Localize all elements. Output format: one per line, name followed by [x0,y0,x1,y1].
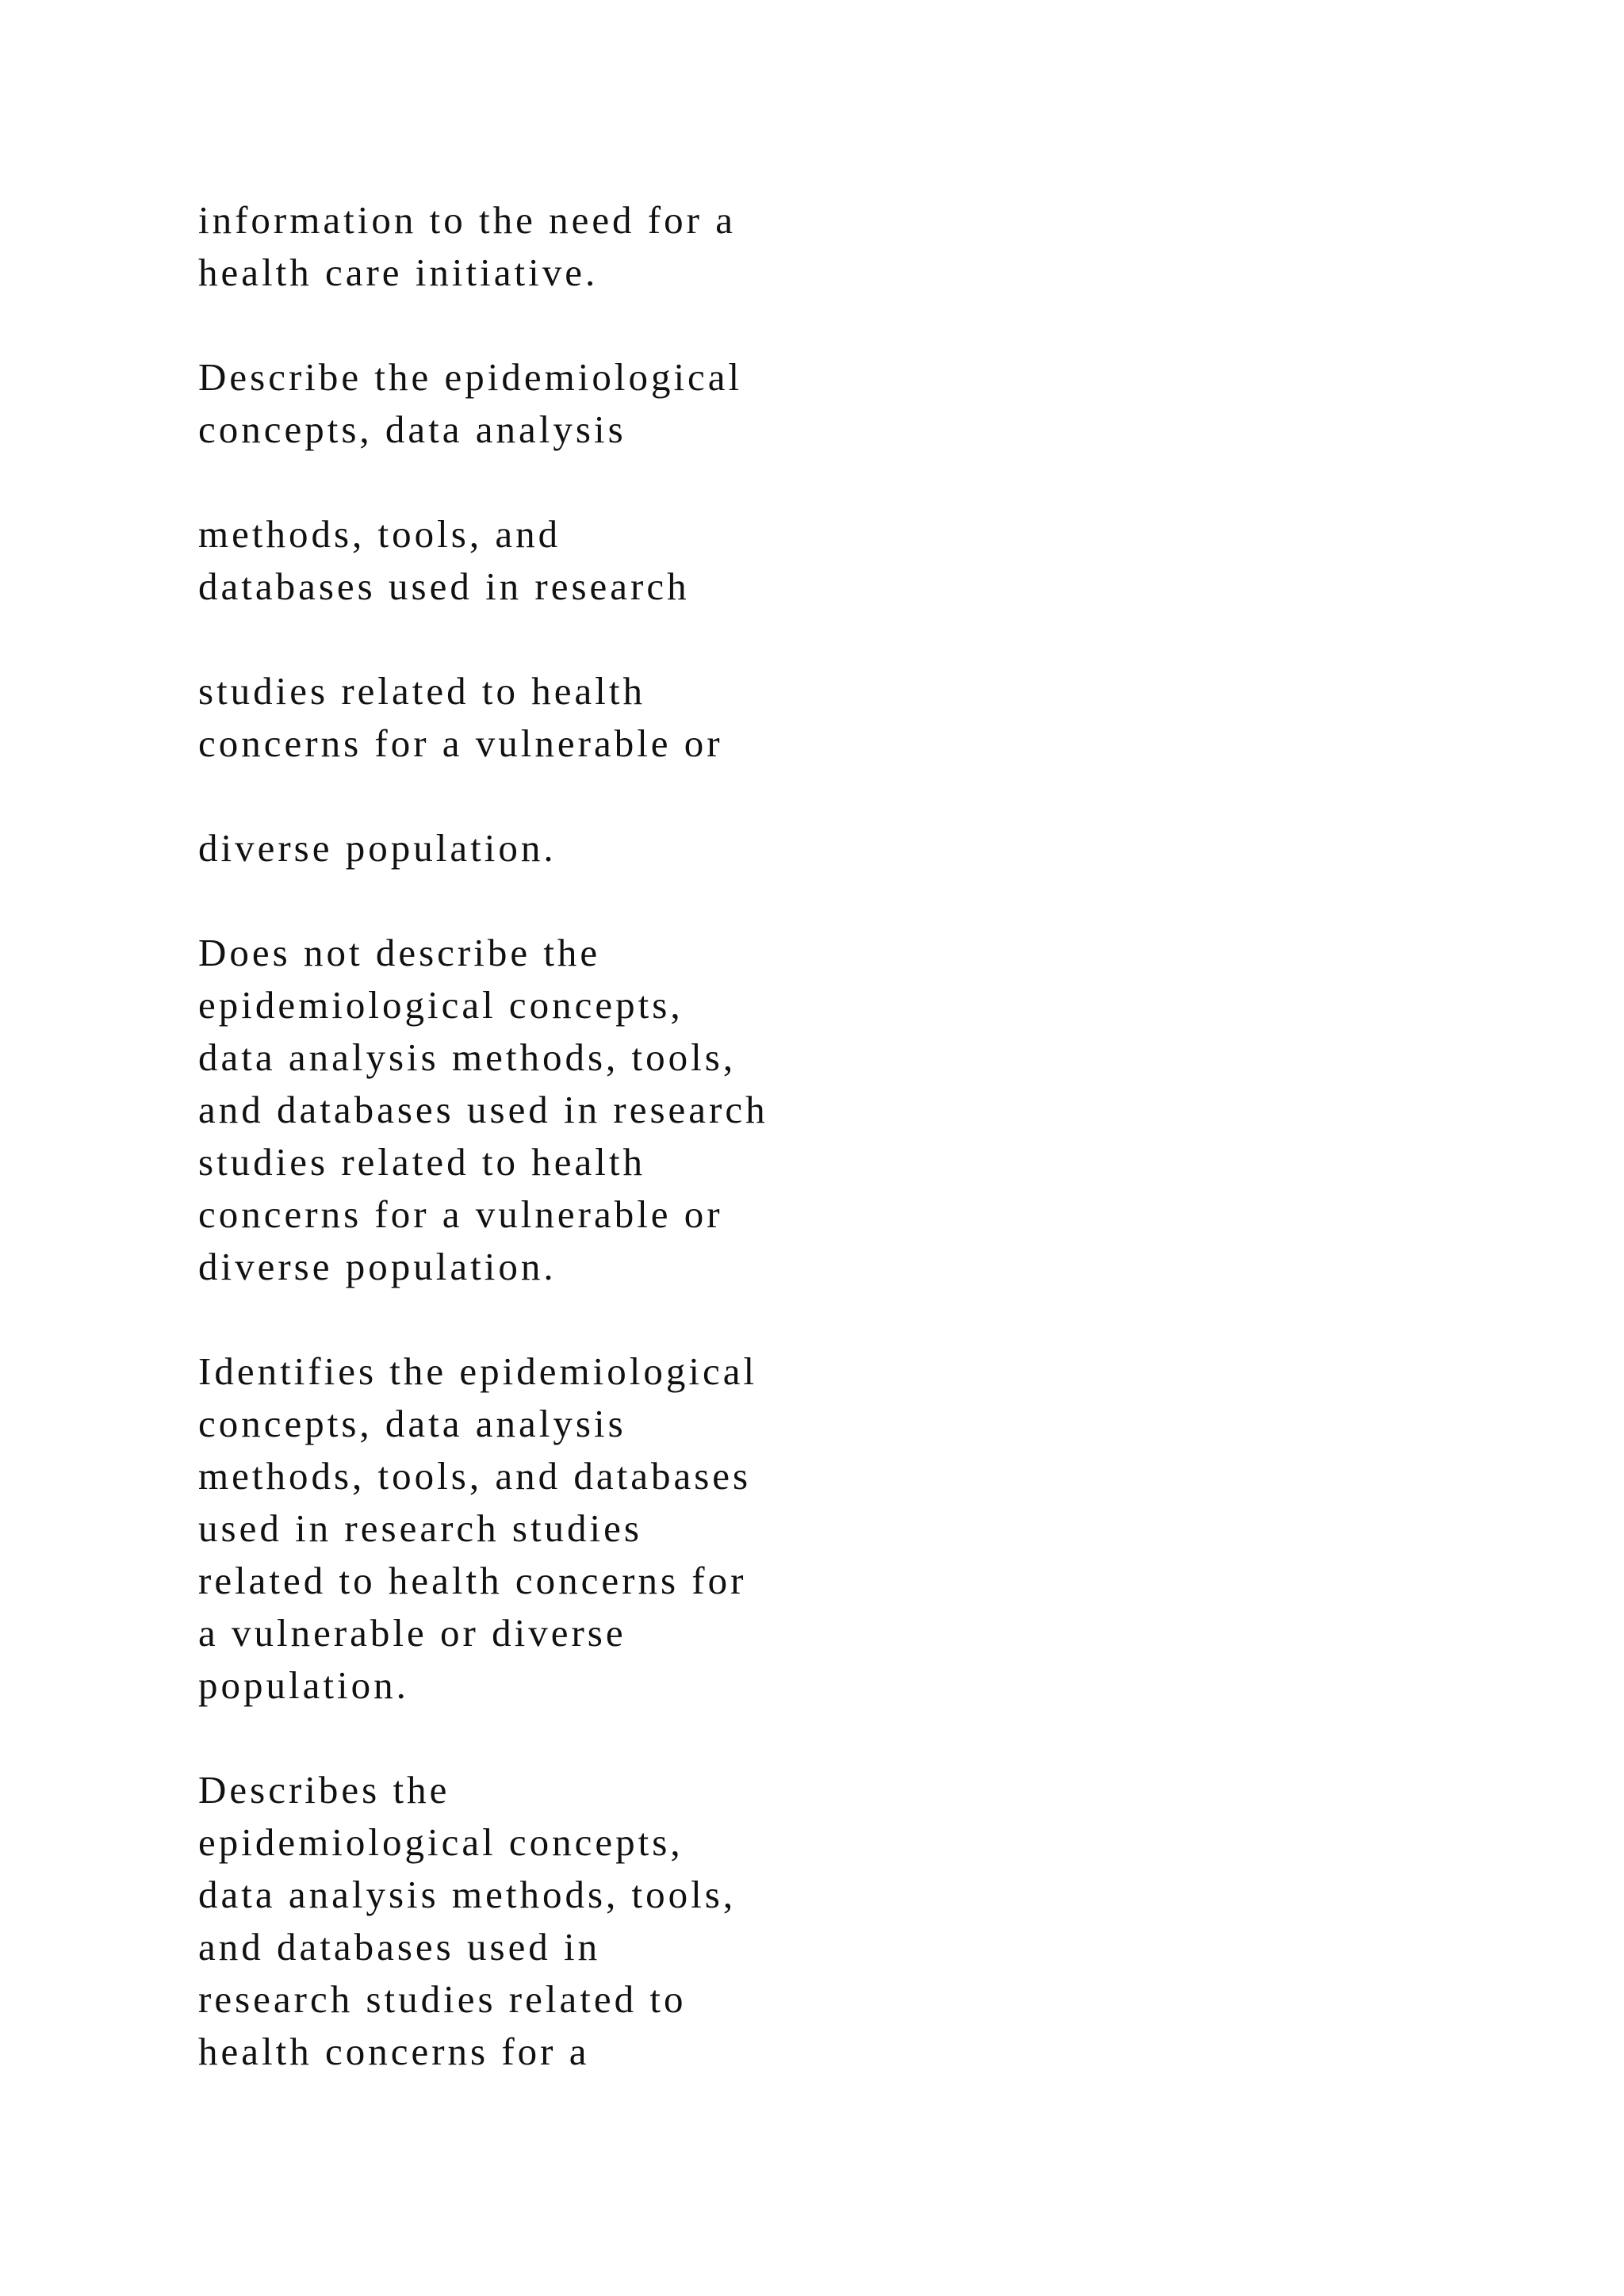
text-line: concerns for a vulnerable or [198,1192,723,1236]
text-line: information to the need for a [198,198,736,242]
text-line: research studies related to [198,1977,687,2021]
text-line: a vulnerable or diverse [198,1611,626,1655]
text-line: data analysis methods, tools, [198,1873,737,1916]
text-line: and databases used in [198,1925,601,1969]
text-line: used in research studies [198,1506,642,1550]
text-line: methods, tools, and databases [198,1454,752,1498]
text-line: databases used in research [198,564,690,608]
paragraph-8 [198,1764,1150,2078]
paragraph-5 [198,822,1150,874]
text-line: Describes the [198,1768,450,1812]
text-line: related to health concerns for [198,1559,747,1602]
text-line: diverse population. [198,1245,557,1288]
text-line: studies related to health [198,669,645,713]
document-text [198,194,1150,2078]
text-line: and databases used in research [198,1088,768,1131]
text-line: epidemiological concepts, [198,1820,684,1864]
text-line: concerns for a vulnerable or [198,721,723,765]
paragraph-2 [198,351,1150,456]
text-line: data analysis methods, tools, [198,1035,737,1079]
text-line: Does not describe the [198,931,601,974]
text-line: concepts, data analysis [198,1402,626,1445]
text-line: Describe the epidemiological [198,355,743,399]
text-line: methods, tools, and [198,512,561,556]
text-line: health care initiative. [198,251,599,294]
paragraph-1 [198,194,1150,299]
text-line: concepts, data analysis [198,408,626,451]
text-line: epidemiological concepts, [198,983,684,1027]
paragraph-6 [198,927,1150,1293]
text-line: diverse population. [198,826,557,870]
paragraph-7 [198,1345,1150,1712]
text-line: Identifies the epidemiological [198,1349,758,1393]
text-line: population. [198,1663,409,1707]
paragraph-4 [198,665,1150,770]
text-line: health concerns for a [198,2030,590,2073]
paragraph-3 [198,508,1150,613]
text-line: studies related to health [198,1140,645,1184]
